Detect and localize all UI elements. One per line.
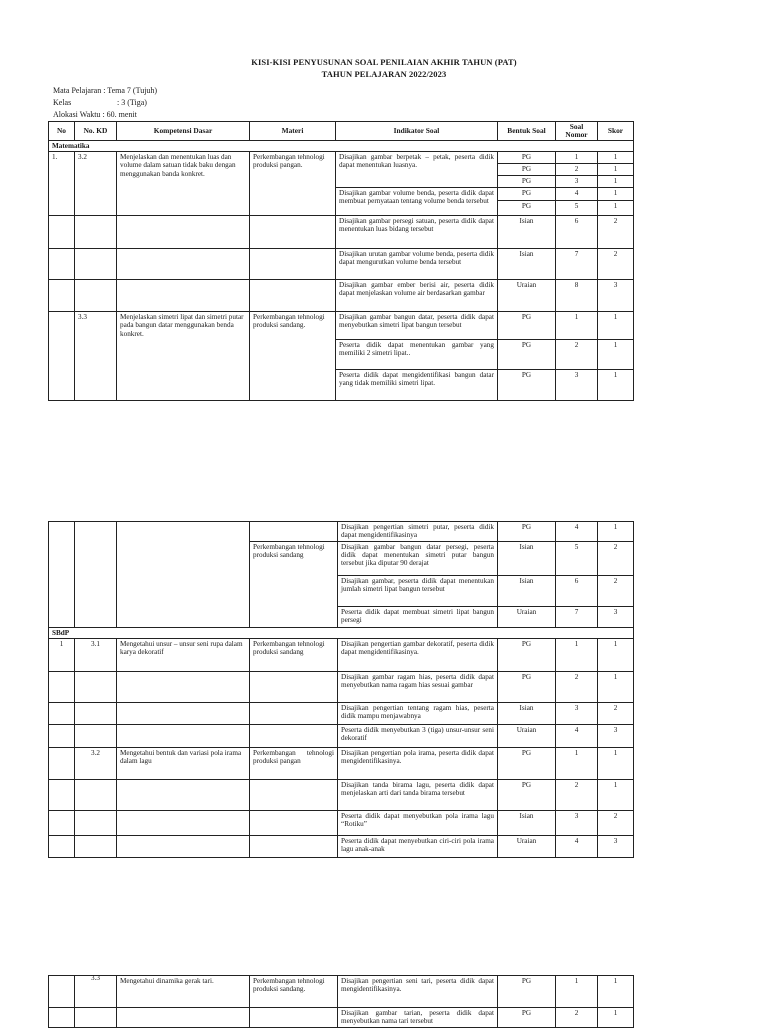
row-bentuk: PG [498,176,556,188]
document-subtitle: TAHUN PELAJARAN 2022/2023 [321,69,447,79]
col-header-materi: Materi [250,122,336,141]
kisi-table-page2 [48,521,634,858]
meta-kelas-label: Kelas [53,98,72,107]
row-indikator: Disajikan pengertian seni tari, peserta didik dapat mengidentifikasinya. [338,976,498,1008]
kisi-table-page3 [48,975,634,1028]
row-bentuk: PG [498,748,556,780]
table-row [49,522,634,542]
row-skor: 3 [598,725,634,748]
row-materi: Perkembangan tehnologi produksi pangan. [250,152,336,216]
row-indikator: Disajikan gambar ragam hias, peserta didik dapat menyebutkan nama ragam hias sesuai gambar [338,672,498,703]
table-row [49,780,634,811]
row-indikator: Disajikan gambar berpetak – petak, peserta didik dapat menentukan luasnya. [336,152,498,188]
row-kd: 3.1 [75,639,117,672]
row-indikator: Peserta didik dapat menentukan gambar yang memiliki 2 simetri lipat.. [336,340,498,370]
row-skor: 1 [598,164,634,176]
section-row-matematika [49,141,634,152]
meta-mapel [53,86,157,95]
table-header-row [49,122,634,141]
row-kompetensi: Mengetahui unsur – unsur seni rupa dalam karya dekoratif [117,639,250,672]
row-kd: 3.3 [75,312,117,401]
row-skor: 1 [598,340,634,370]
row-bentuk: Isian [498,249,556,280]
row-indikator: Disajikan pengertian gambar dekoratif, peserta didik dapat mengidentifikasinya. [338,639,498,672]
row-skor: 1 [598,176,634,188]
row-skor: 2 [598,703,634,725]
row-bentuk: PG [498,201,556,216]
row-kd: 3.3 [75,973,117,1005]
row-nomor: 3 [556,703,598,725]
table-row [49,703,634,725]
row-materi: Perkembangan tehnologi produksi sandang. [250,976,338,1008]
table-row [49,249,634,280]
row-skor: 3 [598,280,634,312]
row-nomor: 2 [556,1008,598,1028]
row-materi: Perkembangan tehnologi produksi pangan [250,748,338,780]
row-indikator: Disajikan gambar ember berisi air, peserta didik dapat menjelaskan volume air berdasarkan gambar [336,280,498,312]
row-kompetensi: Mengetahui dinamika gerak tari. [117,976,250,1008]
row-indikator: Disajikan gambar persegi satuan, peserta didik dapat menentukan luas bidang tersebut [336,216,498,249]
row-indikator: Disajikan gambar, peserta didik dapat menentukan jumlah simetri lipat bangun tersebut [338,576,498,607]
row-skor: 1 [598,188,634,201]
row-nomor: 3 [556,176,598,188]
row-nomor: 1 [556,639,598,672]
row-skor: 2 [598,542,634,576]
meta-alokasi [53,110,137,119]
row-nomor: 5 [556,542,598,576]
row-bentuk: Isian [498,542,556,576]
section-label: Matematika [49,141,634,152]
row-kompetensi: Menjelaskan dan menentukan luas dan volume dalam satuan tidak baku dengan menggunakan banda konkret. [117,152,250,216]
row-skor: 1 [598,152,634,164]
row-bentuk: PG [498,370,556,401]
row-skor: 1 [598,780,634,811]
row-skor: 1 [598,1008,634,1028]
row-indikator: Disajikan gambar bangun datar persegi, peserta didik dapat menentukan simetri putar bangun tersebut jika diputar 90 derajat [338,542,498,576]
row-nomor: 1 [556,748,598,780]
row-skor: 2 [598,249,634,280]
row-nomor: 6 [556,576,598,607]
row-skor: 1 [598,639,634,672]
row-bentuk: PG [498,976,556,1008]
table-row [49,725,634,748]
row-nomor: 8 [556,280,598,312]
row-kd: 3.2 [75,748,117,780]
row-bentuk: PG [498,152,556,164]
row-kompetensi: Menjelaskan simetri lipat dan simetri putar pada bangun datar menggunakan benda konkret. [117,312,250,401]
row-nomor: 4 [556,522,598,542]
table-row [49,152,634,164]
meta-alokasi-value: : 60. menit [102,110,137,119]
row-indikator: Disajikan gambar bangun datar, peserta didik dapat menyebutkan simetri lipat bangun tersebut [336,312,498,340]
col-header-bentuk: Bentuk Soal [498,122,556,141]
row-kd: 3.2 [75,152,117,216]
col-header-skor: Skor [598,122,634,141]
row-nomor: 7 [556,607,598,628]
row-skor: 1 [598,672,634,703]
row-nomor: 6 [556,216,598,249]
row-nomor: 4 [556,725,598,748]
row-skor: 1 [598,312,634,340]
row-skor: 3 [598,836,634,858]
meta-alokasi-label: Alokasi Waktu [53,110,101,119]
table-row [49,312,634,340]
row-bentuk: PG [498,188,556,201]
row-bentuk: Uraian [498,280,556,312]
row-nomor: 7 [556,249,598,280]
row-indikator: Peserta didik dapat membuat simetri lipat bangun persegi [338,607,498,628]
table-row [49,811,634,836]
row-indikator: Peserta didik dapat menyebutkan ciri-ciri pola irama lagu anak-anak [338,836,498,858]
row-bentuk: PG [498,639,556,672]
row-bentuk: Isian [498,576,556,607]
table-row [49,280,634,312]
section-row-sbdp [49,628,634,639]
row-bentuk: Isian [498,811,556,836]
row-no: 1 [49,639,75,672]
row-nomor: 1 [556,976,598,1008]
row-materi: Perkembangan tehnologi produksi sandang [250,639,338,672]
row-nomor: 3 [556,370,598,401]
row-nomor: 1 [556,312,598,340]
row-bentuk: PG [498,522,556,542]
row-indikator: Disajikan urutan gambar volume benda, peserta didik dapat mengurutkan volume benda tersebut [336,249,498,280]
row-nomor: 1 [556,152,598,164]
table-row [49,976,634,1008]
row-nomor: 5 [556,201,598,216]
row-indikator: Disajikan pengertian pola irama, peserta didik dapat mengidentifikasinya. [338,748,498,780]
row-nomor: 3 [556,811,598,836]
col-header-indikator: Indikator Soal [336,122,498,141]
col-header-nomor: Soal Nomor [556,122,598,141]
row-bentuk: PG [498,312,556,340]
col-header-kd: No. KD [75,122,117,141]
row-indikator: Disajikan pengertian simetri putar, peserta didik dapat mengidentifikasinya [338,522,498,542]
row-skor: 1 [598,748,634,780]
row-skor: 1 [598,201,634,216]
row-bentuk: Uraian [498,725,556,748]
row-skor: 3 [598,607,634,628]
row-nomor: 2 [556,340,598,370]
row-materi: Perkembangan tehnologi produksi sandang. [250,312,336,401]
row-indikator: Peserta didik menyebutkan 3 (tiga) unsur-unsur seni dekoratif [338,725,498,748]
meta-kelas [53,98,147,107]
col-header-kompetensi: Kompetensi Dasar [117,122,250,141]
row-bentuk: Uraian [498,607,556,628]
meta-mapel-label: Mata Pelajaran [53,86,102,95]
row-kompetensi: Mengetahui bentuk dan variasi pola irama dalam lagu [117,748,250,780]
table-row [49,1008,634,1028]
row-indikator: Disajikan gambar volume benda, peserta didik dapat membuat pernyataan tentang volume benda tersebut [336,188,498,216]
row-skor: 1 [598,370,634,401]
row-indikator: Peserta didik dapat menyebutkan pola irama lagu “Rotiku” [338,811,498,836]
row-nomor: 2 [556,672,598,703]
row-skor: 1 [598,976,634,1008]
row-nomor: 4 [556,836,598,858]
row-no: 1. [49,152,75,216]
kisi-table-page1 [48,121,634,401]
row-skor: 2 [598,216,634,249]
row-indikator: Peserta didik dapat mengidentifikasi bangun datar yang tidak memiliki simetri lipat. [336,370,498,401]
row-bentuk: Uraian [498,836,556,858]
meta-kelas-value: : 3 (Tiga) [117,98,147,107]
row-nomor: 2 [556,780,598,811]
table-row [49,639,634,672]
row-bentuk: PG [498,1008,556,1028]
row-skor: 1 [598,522,634,542]
table-row [49,748,634,780]
col-header-no: No [49,122,75,141]
row-bentuk: PG [498,780,556,811]
row-nomor: 2 [556,164,598,176]
row-indikator: Disajikan gambar tarian, peserta didik dapat menyebutkan nama tari tersebut [338,1008,498,1028]
row-materi: Perkembangan tehnologi produksi sandang [250,542,338,628]
table-row [49,836,634,858]
document-title: KISI-KISI PENYUSUNAN SOAL PENILAIAN AKHIR TAHUN (PAT) [251,57,517,67]
table-row [49,216,634,249]
row-bentuk: PG [498,672,556,703]
row-bentuk: Isian [498,216,556,249]
row-bentuk: Isian [498,703,556,725]
meta-mapel-value: : Tema 7 (Tujuh) [103,86,158,95]
row-indikator: Disajikan pengertian tentang ragam hias, peserta didik mampu menjawabnya [338,703,498,725]
row-bentuk: PG [498,340,556,370]
row-skor: 2 [598,811,634,836]
row-bentuk: PG [498,164,556,176]
row-indikator: Disajikan tanda birama lagu, peserta didik dapat menjelaskan arti dari tanda birama tersebut [338,780,498,811]
table-row [49,672,634,703]
row-skor: 2 [598,576,634,607]
row-nomor: 4 [556,188,598,201]
section-label: SBdP [49,628,634,639]
